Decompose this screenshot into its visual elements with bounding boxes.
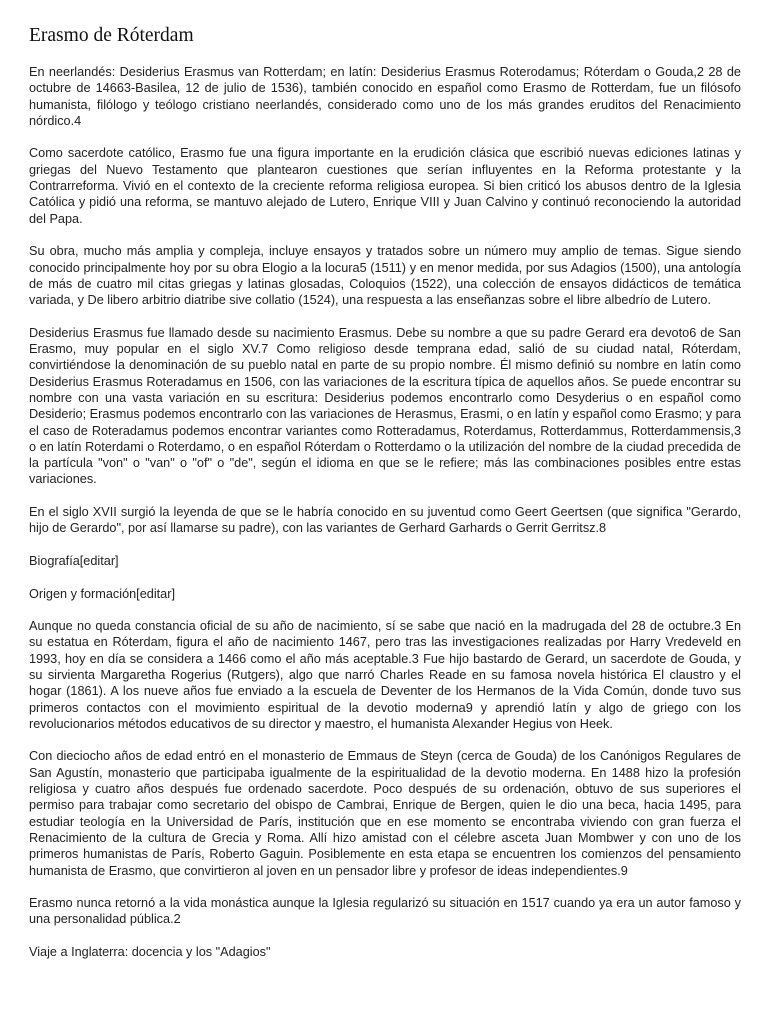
paragraph-intro: En neerlandés: Desiderius Erasmus van Rotterdam; en latín: Desiderius Erasmus Roterodamus; Róterdam o Gouda,2 28 de octubre de 14663-Basilea, 12 de julio de 1536), también conocido en español como Erasmo de Rotterdam, fue un filósofo humanista, filólogo y teólogo cristiano neerlandés, considerado como uno de los más grandes eruditos del Renacimiento nórdico.4 (29, 65, 741, 128)
document-page (29, 24, 741, 977)
page-title: Erasmo de Róterdam (29, 25, 194, 46)
paragraph-catholic-priest: Como sacerdote católico, Erasmo fue una figura importante en la erudición clásica que escribió nuevas ediciones latinas y griegas del Nuevo Testamento que plantearon cuestiones que serían influyentes en la Reforma protestante y la Contrarreforma. Vivió en el contexto de la creciente reforma religiosa europea. Si bien criticó los abusos dentro de la Iglesia Católica y pidió una reforma, se mantuvo alejado de Lutero, Enrique VIII y Juan Calvino y continuó reconociendo la autoridad del Papa. (29, 146, 741, 226)
paragraph-monastery: Con dieciocho años de edad entró en el monasterio de Emmaus de Steyn (cerca de Gouda) de los Canónigos Regulares de San Agustín, monasterio que participaba igualmente de la espiritualidad de la devotio moderna. En 1488 hizo la profesión religiosa y cuatro años después fue ordenado sacerdote. Poco después de su ordenación, obtuvo de sus superiores el permiso para trabajar como secretario del obispo de Cambrai, Enrique de Bergen, quien le dio una beca, hacia 1495, para estudiar teología en la Universidad de París, institución que en ese momento se encontraba viviendo con gran fuerza el Renacimiento de la cultura de Grecia y Roma. Allí hizo amistad con el célebre asceta Juan Mombwer y con uno de los primeros humanistas de París, Roberto Gaguin. Posiblemente en esta etapa se encuentren los comienzos del pensamiento humanista de Erasmo, que convirtieron al joven en un pensador libre y profesor de ideas independientes.9 (29, 749, 741, 878)
paragraph-works: Su obra, mucho más amplia y compleja, incluye ensayos y tratados sobre un número muy amplio de temas. Sigue siendo conocido principalmente hoy por su obra Elogio a la locura5 (1511) y en menor medida, por sus Adagios (1500), una antología de más de cuatro mil citas griegas y latinas glosadas, Coloquios (1522), una colección de ensayos didácticos de temática variada, y De libero arbitrio diatribe sive collatio (1524), una respuesta a las enseñanzas sobre el libre albedrío de Lutero. (29, 244, 741, 308)
paragraph-monastic-life: Erasmo nunca retornó a la vida monástica aunque la Iglesia regularizó su situación en 1517 cuando ya era un autor famoso y una personalidad pública.2 (29, 896, 741, 927)
paragraph-birth: Aunque no queda constancia oficial de su año de nacimiento, sí se sabe que nació en la madrugada del 28 de octubre.3 En su estatua en Róterdam, figura el año de nacimiento 1467, pero tras las investigaciones realizadas por Harry Vredeveld en 1993, hoy en día se considera a 1466 como el año más aceptable.3 Fue hijo bastardo de Gerard, un sacerdote de Gouda, y su sirvienta Margaretha Rogerius (Rutgers), algo que narró Charles Reade en su famosa novela histórica El claustro y el hogar (1861). A los nueve años fue enviado a la escuela de Deventer de los Hermanos de la Vida Común, donde tuvo sus primeros contactos con el movimiento espiritual de la devotio moderna9 y aprendió latín y algo de griego con los revolucionarios métodos educativos de su director y maestro, el humanista Alexander Hegius von Heek. (29, 619, 741, 731)
paragraph-name: Desiderius Erasmus fue llamado desde su nacimiento Erasmus. Debe su nombre a que su padre Gerard era devoto6 de San Erasmo, muy popular en el siglo XV.7 Como religioso desde temprana edad, salió de su ciudad natal, Róterdam, convirtiéndose la denominación de su pueblo natal en parte de su propio nombre. Él mismo definió su nombre en latín como Desiderius Erasmus Roteradamus en 1506, con las variaciones de la escritura típica de aquellos años. Se puede encontrar su nombre con una vasta variación en su escritura: Desiderius podemos encontrarlo como Desyderius o en español como Desiderio; Erasmus podemos encontrarlo con las variaciones de Herasmus, Erasmi, o en latín y español como Erasmo; y para el caso de Roteradamus podemos encontrar variantes como Rotteradamus, Roterdamus, Rotterdammus, Rotterdammensis,3 o en latín Roterdami o Roterdamo, o en español Róterdam o Rotterdamo o la utilización del nombre de la ciudad precedida de la partícula "von" o "van" o "of" o "de", según el idioma en que se le refiere; más las combinaciones posibles entre estas variaciones. (29, 325, 741, 487)
section-heading-biography: Biografía[editar] (29, 553, 119, 568)
paragraph-legend: En el siglo XVII surgió la leyenda de que se le habría conocido en su juventud como Geert Geertsen (que significa "Gerardo, hijo de Gerardo", por así llamarse su padre), con las variantes de Gerhard Garhards o Gerrit Gerritsz.8 (29, 505, 741, 536)
section-heading-origin: Origen y formación[editar] (29, 586, 175, 601)
section-heading-england: Viaje a Inglaterra: docencia y los "Adagios" (29, 945, 271, 960)
